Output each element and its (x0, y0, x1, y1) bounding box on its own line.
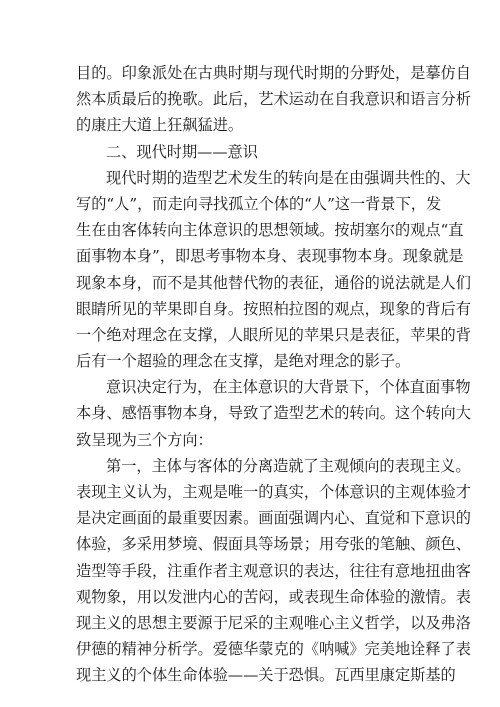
text-line: 生在由客体转向主体意识的思想领域。按胡塞尔的观点“直 (76, 221, 464, 240)
text-line: 现象本身，而不是其他替代物的表征，通俗的说法就是人们 (76, 273, 471, 292)
document-page (76, 60, 471, 689)
paragraph (76, 453, 471, 689)
text-line: 第一，主体与客体的分离造就了主观倾向的表现主义。 (106, 456, 471, 475)
text-line: 是决定画面的最重要因素。画面强调内心、直觉和下意识的 (76, 509, 471, 528)
section-heading-text: 二、现代时期——意识 (106, 142, 258, 161)
text-line: 伊德的精神分析学。爱德华蒙克的《呐喊》完美地诠释了表 (76, 640, 471, 659)
paragraph (76, 165, 471, 375)
text-line: 现主义的思想主要源于尼采的主观唯心主义哲学，以及弗洛 (76, 613, 471, 632)
text-line: 一个绝对理念在支撑，人眼所见的苹果只是表征，苹果的背 (76, 325, 471, 344)
paragraph-continuation (76, 60, 471, 139)
text-line: 的康庄大道上狂飙猛进。 (76, 116, 244, 135)
text-line: 致呈现为三个方向： (76, 430, 213, 449)
text-line: 眼睛所见的苹果即自身。按照柏拉图的观点，现象的背后有 (76, 299, 471, 318)
text-line: 现主义的个体生命体验——关于恐惧。瓦西里康定斯基的 (76, 666, 456, 685)
text-line: 目的。印象派处在古典时期与现代时期的分野处，是摹仿自 (76, 64, 471, 82)
text-line: 现代时期的造型艺术发生的转向是在由强调共性的、大 (106, 168, 471, 187)
section-heading (76, 139, 430, 165)
text-line: 然本质最后的挽歌。此后，艺术运动在自我意识和语言分析 (76, 90, 471, 109)
text-line: 观物象，用以发泄内心的苦闷，或表现生命体验的激情。表 (76, 587, 471, 606)
text-line: 写的“人”，而走向寻找孤立个体的“人”这一背景下，发 (76, 194, 442, 213)
text-line: 后有一个超验的理念在支撑，是绝对理念的影子。 (76, 352, 411, 371)
text-line: 体验，多采用梦境、假面具等场景；用夸张的笔触、颜色、 (76, 535, 471, 554)
text-line: 本身、感悟事物本身，导致了造型艺术的转向。这个转向大 (76, 404, 471, 423)
text-line: 表现主义认为，主观是唯一的真实，个体意识的主观体验才 (76, 483, 471, 501)
text-line: 面事物本身”，即思考事物本身、表现事物本身。现象就是 (76, 247, 464, 266)
text-line: 意识决定行为，在主体意识的大背景下，个体直面事物 (106, 378, 471, 397)
paragraph (76, 374, 471, 453)
text-line: 造型等手段，注重作者主观意识的表达，往往有意地扭曲客 (76, 561, 471, 580)
